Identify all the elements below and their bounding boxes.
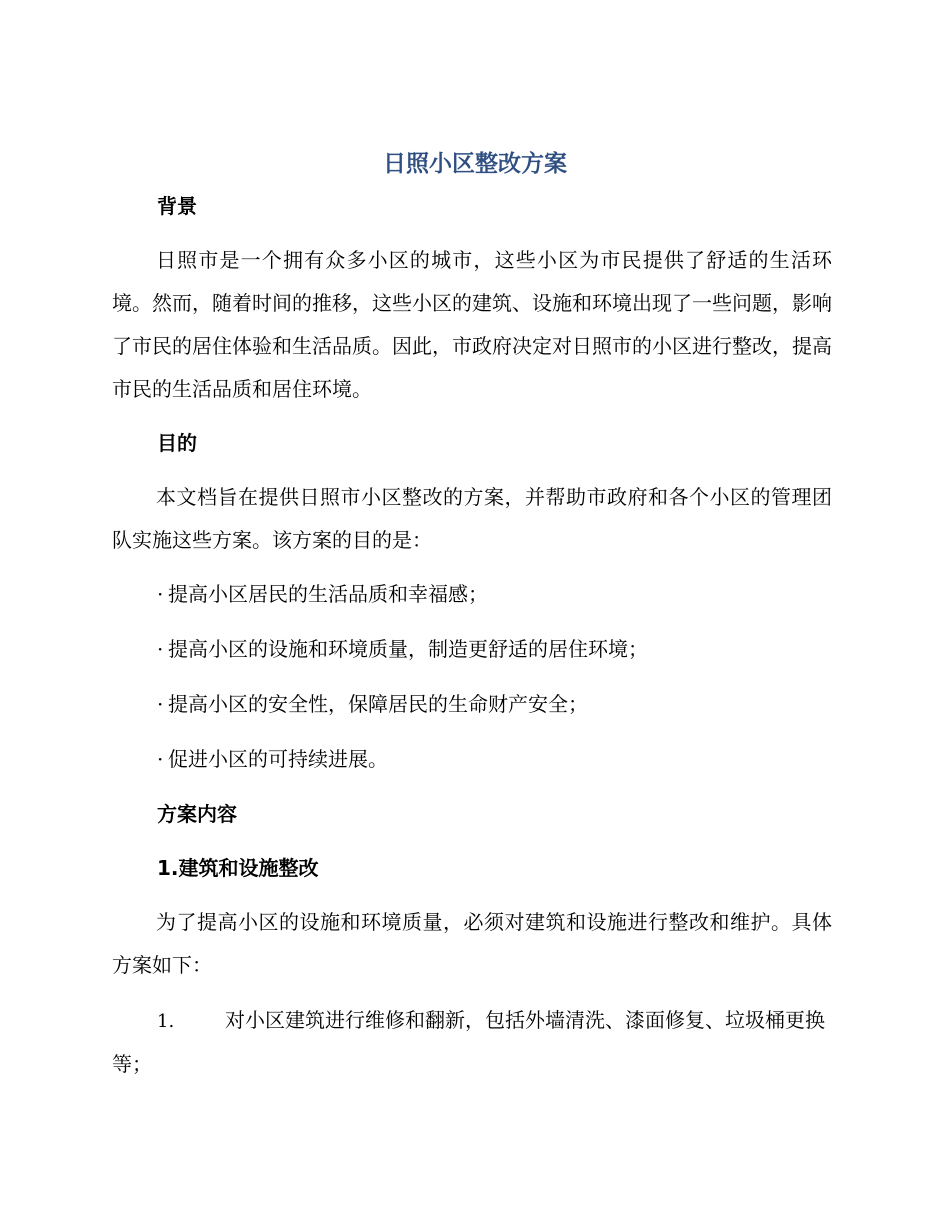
purpose-bullet-item — [157, 689, 588, 719]
bullet-dot: · — [157, 582, 164, 606]
list-item-number: 1. — [157, 1011, 175, 1032]
bullet-text: 提高小区的设施和环境质量，制造更舒适的居住环境； — [168, 637, 648, 661]
purpose-bullet-item — [157, 634, 648, 664]
purpose-bullet-item — [157, 579, 488, 609]
purpose-paragraph: 本文档旨在提供日照市小区整改的方案，并帮助市政府和各个小区的管理团队实施这些方案。该方案的目的是： — [112, 485, 832, 552]
list-item-text: 对小区建筑进行维修和翻新，包括外墙清洗、漆面修复、垃圾桶更换等； — [112, 1008, 825, 1076]
background-paragraph: 日照市是一个拥有众多小区的城市，这些小区为市民提供了舒适的生活环境。然而，随着时间的推移，这些小区的建筑、设施和环境出现了一些问题，影响了市民的居住体验和生活品质。因此，市政府决定对日照市的小区进行整改，提高市民的生活品质和居住环境。 — [112, 248, 832, 401]
section-heading-purpose: 目的 — [157, 431, 197, 455]
section-heading-background: 背景 — [157, 194, 197, 218]
numbered-list-item — [112, 999, 832, 1086]
bullet-dot: · — [157, 637, 164, 661]
purpose-bullet-item — [157, 744, 388, 774]
plan-paragraph: 为了提高小区的设施和环境质量，必须对建筑和设施进行整改和维护。具体方案如下： — [112, 910, 832, 977]
bullet-text: 提高小区居民的生活品质和幸福感； — [168, 582, 488, 606]
bullet-dot: · — [157, 692, 164, 716]
bullet-text: 促进小区的可持续进展。 — [168, 747, 388, 771]
section-heading-plan: 方案内容 — [157, 802, 237, 826]
document-title: 日照小区整改方案 — [383, 151, 567, 177]
subsection-heading-building: 1.建筑和设施整改 — [157, 856, 319, 880]
bullet-dot: · — [157, 747, 164, 771]
bullet-text: 提高小区的安全性，保障居民的生命财产安全； — [168, 692, 588, 716]
